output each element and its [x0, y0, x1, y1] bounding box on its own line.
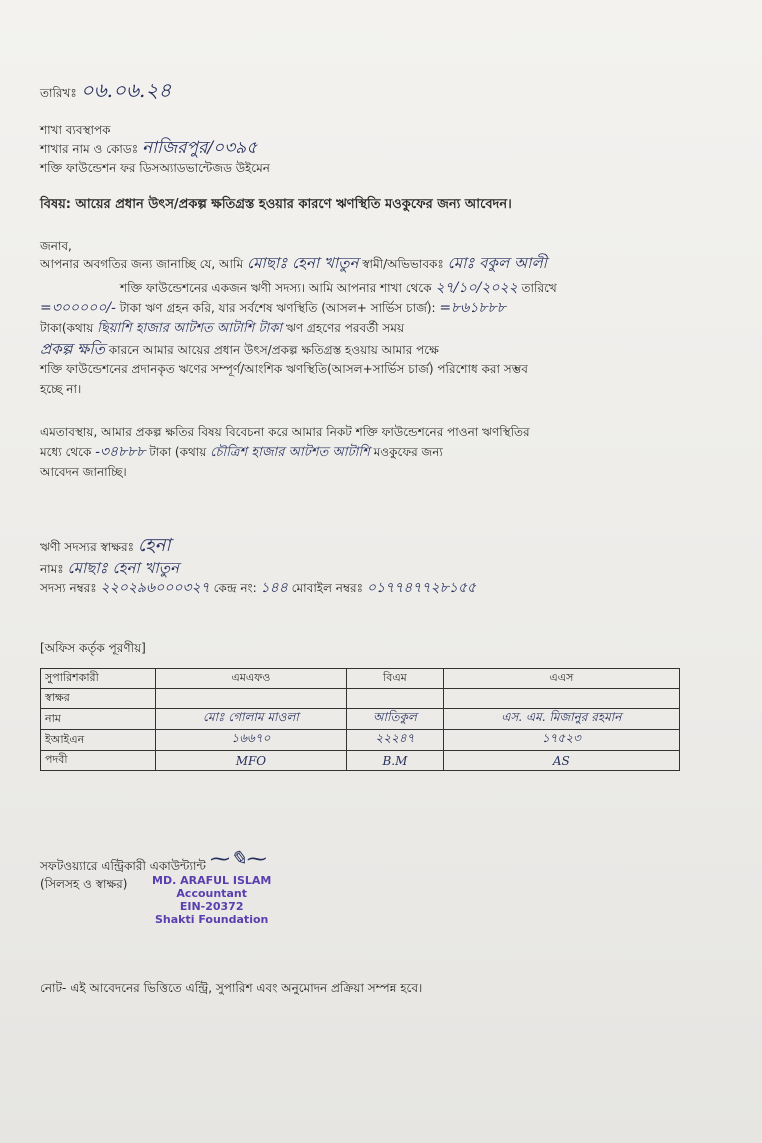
text: নামঃ [40, 562, 64, 576]
signature-cell [443, 689, 679, 709]
waiver-words: চৌত্রিশ হাজার আটশত আটাশি [210, 445, 370, 460]
branch-name-line [40, 140, 257, 157]
table-cell: এস. এম. মিজানুর রহমান [443, 709, 679, 730]
branch-manager: শাখা ব্যবস্থাপক [40, 123, 111, 137]
recommendation-table [40, 668, 680, 771]
text: মোবাইল নম্বরঃ [291, 581, 364, 595]
balance-words: ছিয়াশি হাজার আটশত আটাশি টাকা [97, 321, 283, 336]
branch-name-value: নাজিরপুর/০৩৯৫ [141, 138, 258, 158]
text: সদস্য নম্বরঃ [40, 581, 97, 595]
waiver-amount: -৩৪৮৮৮ [95, 444, 146, 460]
loss-reason: প্রকল্প ক্ষতি [40, 340, 105, 358]
member-name: মোছাঃ হেনা খাতুন [67, 559, 179, 577]
table-cell: ১৬৬৭০ [155, 730, 347, 751]
signature-cell [347, 689, 444, 709]
text: ঋণ গ্রহণের পরবর্তী সময় [285, 321, 405, 335]
table-header-cell: এএস [443, 669, 679, 689]
table-cell: MFO [155, 751, 347, 771]
table-cell: আতিকুল [347, 709, 444, 730]
branch-org: শক্তি ফাউন্ডেশন ফর ডিসঅ্যাডভান্টেজড উইমেন [40, 161, 270, 175]
para1-line7: হচ্ছে না। [40, 382, 82, 396]
stamp-org: Shakti Foundation [155, 913, 269, 926]
subject: বিষয়: আয়ের প্রধান উৎস/প্রকল্প ক্ষতিগ্রস্ত হওয়ার কারণে ঋণস্থিতি মওকুফের জন্য আবেদন। [40, 197, 512, 212]
loan-balance: =৮৬১৮৮৮ [439, 300, 506, 316]
text: টাকা(কথায় [40, 321, 94, 335]
accountant-signature: ⁓✎⁓ [210, 846, 267, 870]
para1-line3 [40, 300, 506, 316]
para1-line1 [40, 255, 547, 272]
table-row [41, 709, 680, 730]
table-cell: মোঃ গোলাম মাওলা [155, 709, 347, 730]
note: নোট- এই আবেদনের ভিত্তিতে এন্ট্রি, সুপারিশ এবং অনুমোদন প্রক্রিয়া সম্পন্ন হবে। [40, 981, 423, 995]
branch-name-label: শাখার নাম ও কোডঃ [40, 142, 139, 156]
member-name-handwritten: মোছাঃ হেনা খাতুন [246, 254, 359, 272]
row-label: স্বাক্ষর [41, 689, 156, 709]
table-row [41, 689, 680, 709]
table-cell: B.M [347, 751, 444, 771]
para1-line6: শক্তি ফাউন্ডেশনের প্রদানকৃত ঋণের সম্পূর্ণ/আংশিক ঋণস্থিতি(আসল+সার্ভিস চার্জ) পরিশোধ করা সম্ভব [40, 362, 528, 376]
accountant-stamp [152, 874, 271, 926]
center-number: ১৪৪ [260, 580, 288, 596]
date-label: তারিখঃ [40, 86, 77, 100]
table-cell: ২২২৪৭ [347, 730, 444, 751]
para1-line5 [40, 341, 439, 358]
table-header-cell: বিএম [347, 669, 444, 689]
text: স্বামী/অভিভাবকঃ [362, 257, 444, 271]
text: ঋণী সদস্যর স্বাক্ষরঃ [40, 540, 134, 554]
text: মওকুফের জন্য [373, 445, 443, 459]
loan-amount: =৩০০০০০/- [40, 300, 116, 316]
guardian-name-handwritten: মোঃ বকুল আলী [447, 254, 547, 272]
date-line [40, 78, 172, 102]
text: আপনার অবগতির জন্য জানাচ্ছি যে, আমি [40, 257, 244, 271]
row-label: ইআইএন [41, 730, 156, 751]
text: টাকা (কথায় [149, 445, 207, 459]
software-entry-line: সফটওয়্যারে এন্ট্রিকারী একাউন্ট্যান্ট [40, 859, 206, 873]
para1-line4 [40, 320, 404, 337]
para2-line3: আবেদন জানাচ্ছি। [40, 465, 127, 479]
para2-line1: এমতাবস্থায়, আমার প্রকল্প ক্ষতির বিষয় বিবেচনা করে আমার নিকট শক্তি ফাউন্ডেশনের পাওনা ঋণস্থিতির [40, 425, 530, 439]
table-header-cell: সুপারিশকারী [41, 669, 156, 689]
table-cell: AS [443, 751, 679, 771]
text: শক্তি ফাউন্ডেশনের একজন ঋণী সদস্য। আমি আপনার শাখা থেকে [120, 281, 432, 295]
member-name-line [40, 560, 179, 577]
table-row [41, 751, 680, 771]
member-number-line [40, 580, 476, 596]
date-value: ০৬.০৬.২৪ [80, 78, 172, 102]
text: কেন্দ্র নং: [213, 581, 257, 595]
stamp-title: Accountant [176, 887, 247, 900]
stamp-ein: EIN-20372 [179, 900, 244, 913]
member-signature-line [40, 535, 171, 556]
table-row [41, 730, 680, 751]
loan-date: ২৭/১০/২০২২ [435, 280, 518, 296]
signature-cell [155, 689, 347, 709]
text: তারিখে [521, 281, 557, 295]
mobile-number: ০১৭৭৪৭৭২৮১৫৫ [366, 580, 476, 596]
software-seal-line: (সিলসহ ও স্বাক্ষর) [40, 877, 128, 891]
text: টাকা ঋণ গ্রহন করি, যার সর্বশেষ ঋণস্থিতি (আসল+ সার্ভিস চার্জ): [119, 301, 436, 315]
table-cell: ১৭৫২৩ [443, 730, 679, 751]
table-header-row [41, 669, 680, 689]
member-signature: হেনা [137, 535, 171, 556]
salutation: জনাব, [40, 239, 72, 253]
stamp-name: MD. ARAFUL ISLAM [152, 874, 272, 887]
row-label: পদবী [41, 751, 156, 771]
text: কারনে আমার আয়ের প্রধান উৎস/প্রকল্প ক্ষতিগ্রস্ত হওয়ায় আমার পক্ষে [108, 343, 439, 357]
row-label: নাম [41, 709, 156, 730]
para2-line2 [40, 444, 443, 461]
member-number: ২২০২৯৬০০০৩২৭ [100, 580, 210, 596]
para1-line2 [120, 280, 557, 296]
office-heading: [অফিস কর্তৃক পূরণীয়] [40, 641, 146, 655]
text: মধ্যে থেকে [40, 445, 92, 459]
table-header-cell: এমএফও [155, 669, 347, 689]
